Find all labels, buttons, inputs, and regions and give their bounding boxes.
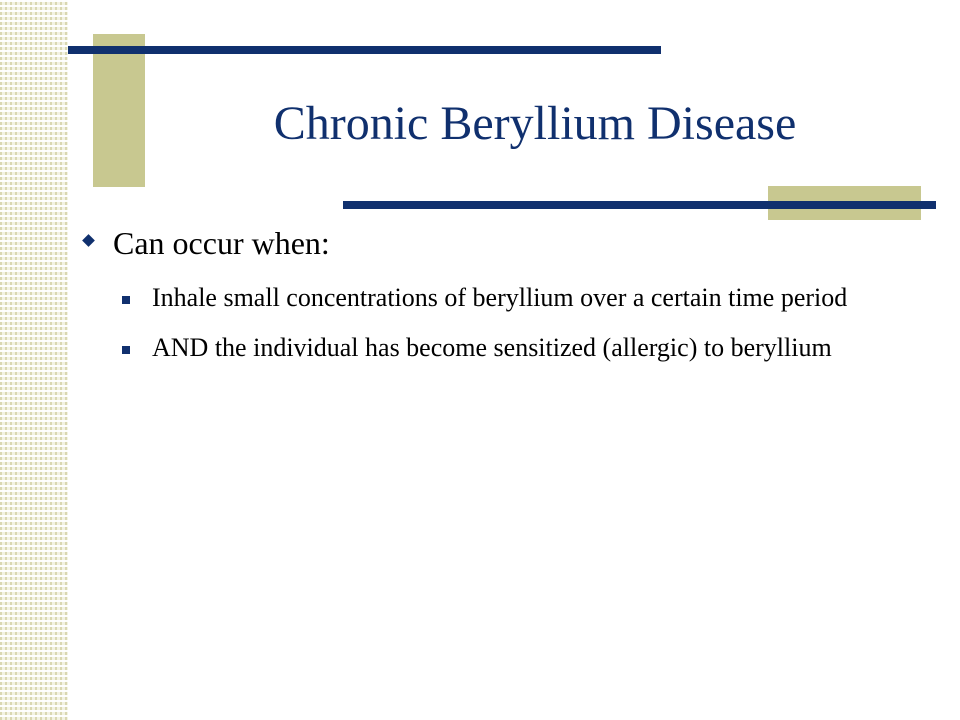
square-icon	[122, 346, 130, 354]
bullet-level2	[122, 280, 880, 316]
decorative-navy-line-top	[68, 46, 661, 54]
diamond-icon	[82, 234, 95, 247]
slide-title: Chronic Beryllium Disease	[273, 97, 797, 150]
bullet-level2-text: AND the individual has become sensitized (allergic) to beryllium	[152, 333, 832, 362]
bullet-level1-text: Can occur when:	[113, 225, 330, 261]
square-icon	[122, 296, 130, 304]
bullet-level1	[80, 222, 880, 264]
bullet-level2-text: Inhale small concentrations of beryllium over a certain time period	[152, 283, 848, 312]
slide-content	[80, 222, 880, 380]
decorative-navy-line-bottom	[343, 201, 936, 209]
bullet-level2	[122, 330, 880, 366]
sub-bullet-list	[80, 280, 880, 366]
